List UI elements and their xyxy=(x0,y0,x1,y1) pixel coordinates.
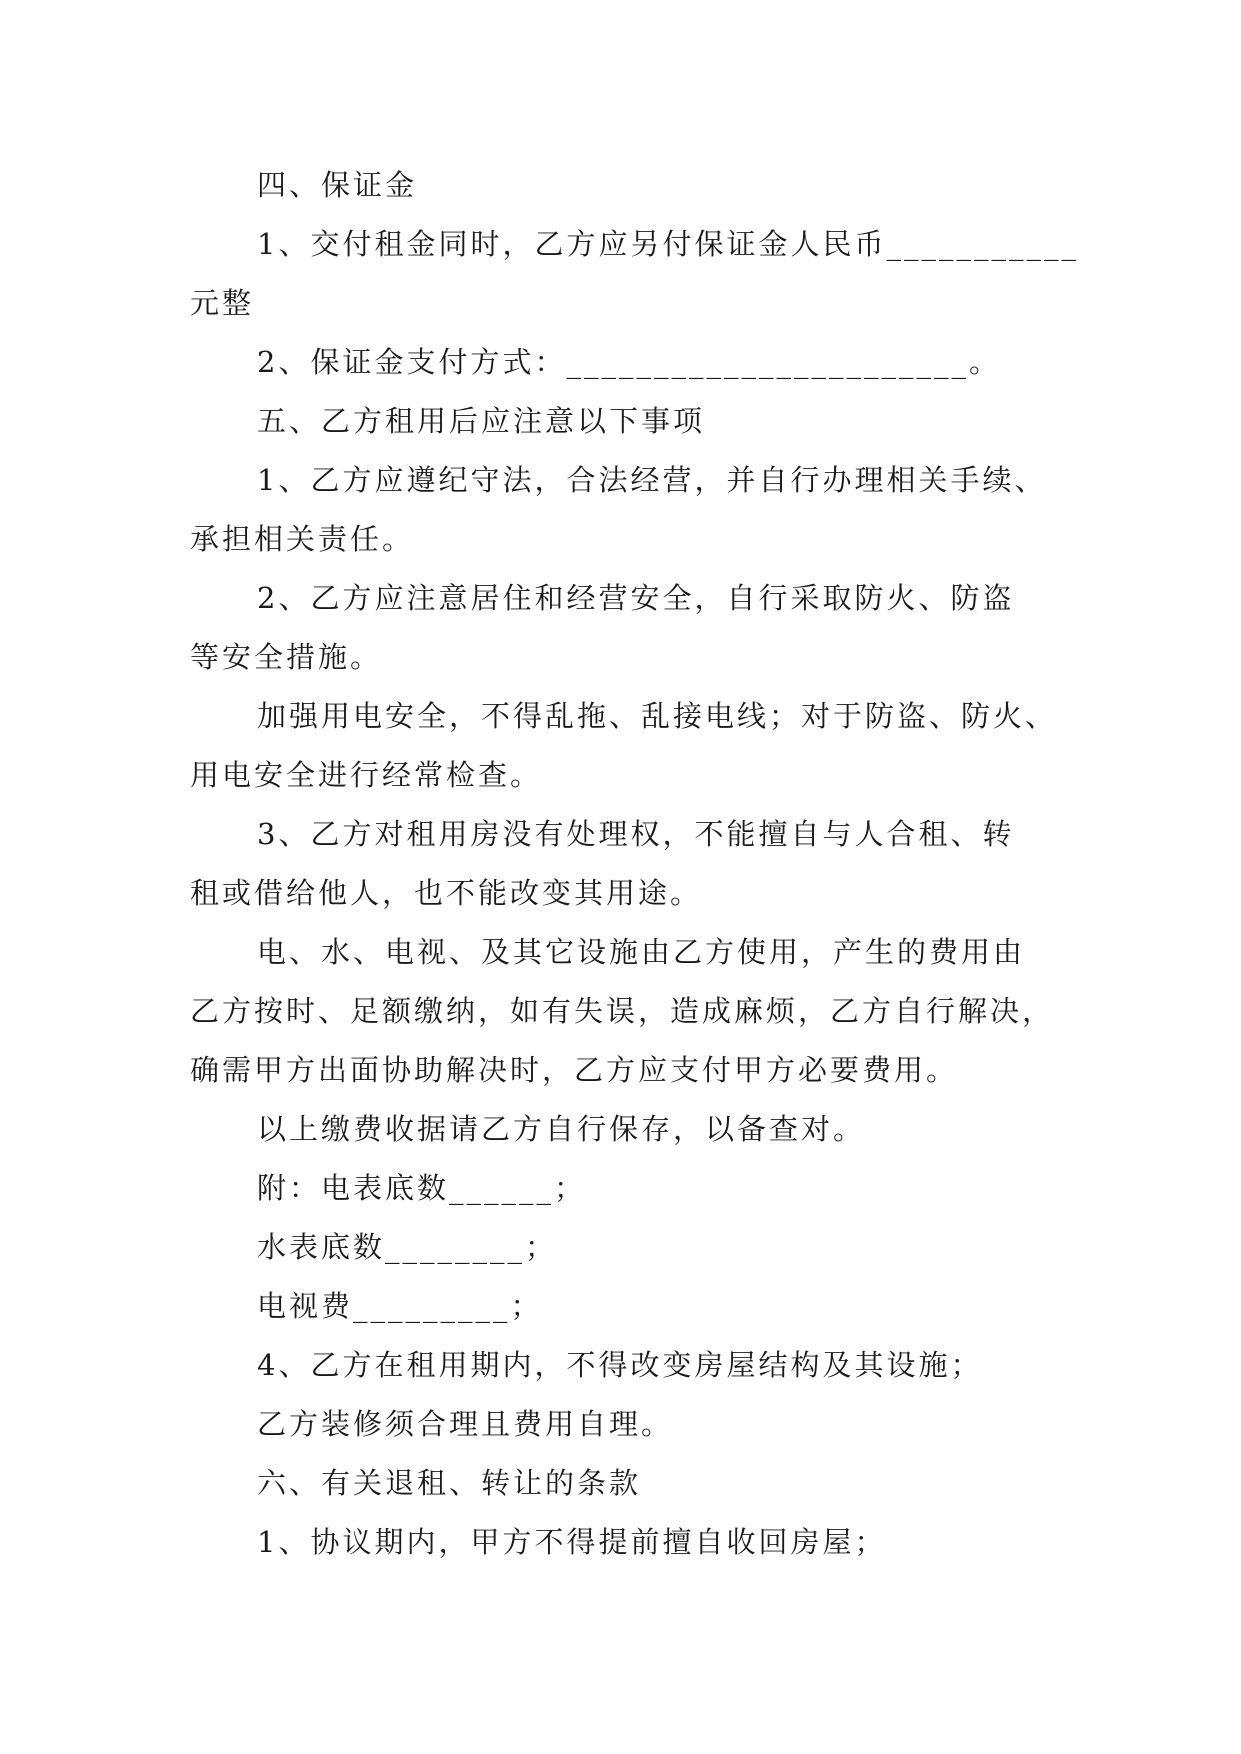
paragraph-line: 乙方装修须合理且费用自理。 xyxy=(257,1407,674,1441)
paragraph-line: 1、协议期内，甲方不得提前擅自收回房屋； xyxy=(257,1525,887,1559)
meter-reading-water: 水表底数________； xyxy=(257,1230,558,1264)
paragraph-line: 4、乙方在租用期内，不得改变房屋结构及其设施； xyxy=(257,1348,983,1382)
paragraph-line: 2、乙方应注意居住和经营安全，自行采取防火、防盗 xyxy=(257,581,1015,615)
section-heading-deposit: 四、保证金 xyxy=(257,168,418,202)
paragraph-line: 电、水、电视、及其它设施由乙方使用，产生的费用由 xyxy=(257,935,1026,969)
section-heading-termination: 六、有关退租、转让的条款 xyxy=(257,1466,642,1500)
paragraph-line: 3、乙方对租用房没有处理权，不能擅自与人合租、转 xyxy=(257,817,1015,851)
meter-reading-electric: 附：电表底数______； xyxy=(257,1171,587,1205)
paragraph-line: 以上缴费收据请乙方自行保存，以备查对。 xyxy=(257,1112,866,1146)
paragraph-line: 元整 xyxy=(190,286,255,320)
paragraph-line: 1、交付租金同时，乙方应另付保证金人民币___________ xyxy=(257,227,1079,261)
tv-fee-line: 电视费_________； xyxy=(257,1289,543,1323)
paragraph-line: 乙方按时、足额缴纳，如有失误，造成麻烦，乙方自行解决， xyxy=(190,994,1055,1028)
paragraph-line: 1、乙方应遵纪守法，合法经营，并自行办理相关手续、 xyxy=(257,463,1047,497)
paragraph-line: 加强用电安全，不得乱拖、乱接电线；对于防盗、防火、 xyxy=(257,699,1058,733)
paragraph-line: 承担相关责任。 xyxy=(190,522,415,556)
section-heading-tenant-notes: 五、乙方租用后应注意以下事项 xyxy=(257,404,706,438)
paragraph-line: 等安全措施。 xyxy=(190,640,383,674)
paragraph-line: 确需甲方出面协助解决时，乙方应支付甲方必要费用。 xyxy=(190,1053,959,1087)
paragraph-line: 用电安全进行经常检查。 xyxy=(190,758,543,792)
paragraph-line: 租或借给他人，也不能改变其用途。 xyxy=(190,876,703,910)
paragraph-line: 2、保证金支付方式：_______________________。 xyxy=(257,345,1001,379)
